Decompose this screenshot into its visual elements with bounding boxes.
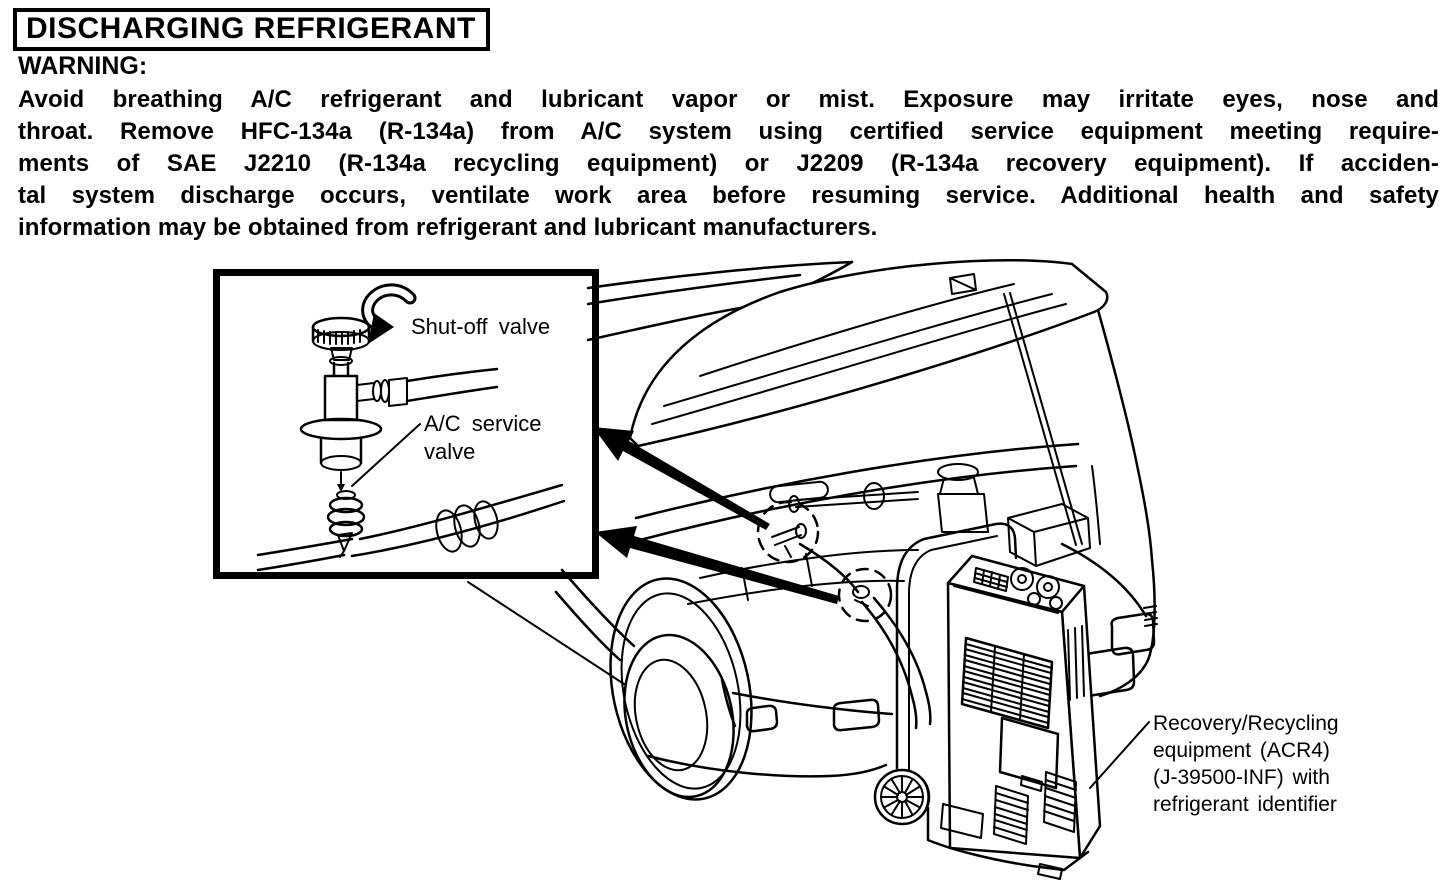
warning-line: Avoid breathing A/C refrigerant and lubricant vapor or mist. Exposure may irritate eyes, nose and [18, 86, 1439, 113]
equipment-label-line: equipment (ACR4) [1153, 739, 1330, 762]
equipment-label-line: (J-39500-INF) with [1153, 766, 1330, 789]
warning-line: tal system discharge occurs, ventilate work area before resuming service. Additional health and safety [18, 182, 1439, 209]
equipment-label-line: Recovery/Recycling [1153, 712, 1339, 735]
ac-service-valve-label-line: valve [424, 439, 476, 464]
warning-line: ments of SAE J2210 (R-134a recycling equipment) or J2209 (R-134a recovery equipment). If acciden- [18, 150, 1439, 177]
shut-off-valve-label: Shut-off valve [411, 314, 551, 339]
page-title: DISCHARGING REFRIGERANT [26, 12, 476, 45]
warning-line: throat. Remove HFC-134a (R-134a) from A/C system using certified service equipment meeting require- [18, 118, 1439, 145]
equipment-label-line: refrigerant identifier [1153, 793, 1337, 816]
ac-service-valve-label-line: A/C service [424, 411, 542, 436]
warning-line: information may be obtained from refrigerant and lubricant manufacturers. [18, 214, 878, 241]
ac-service-valve-label [424, 410, 541, 466]
warning-paragraph [18, 84, 1439, 244]
warning-heading: WARNING: [18, 52, 148, 80]
page-title-box [13, 8, 490, 51]
equipment-label [1153, 710, 1339, 818]
